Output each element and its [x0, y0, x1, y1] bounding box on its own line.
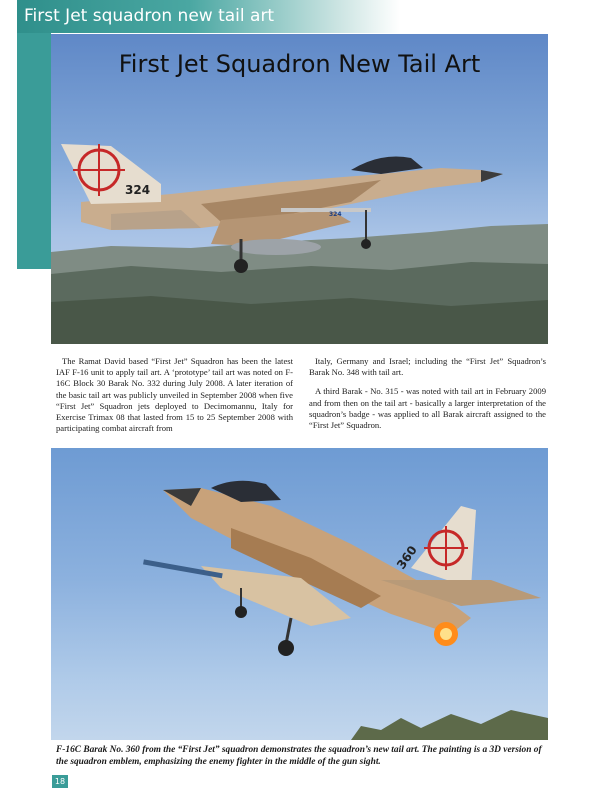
teal-side-band — [17, 33, 51, 269]
jet-photo-324 — [51, 34, 548, 344]
figure-caption: F-16C Barak No. 360 from the “First Jet” squadron demonstrates the squadron’s new tail art. The painting is a 3D version of the squadron emblem, emphasizing the enemy fighter in the middle of the gun sight. — [56, 745, 542, 767]
page-number: 18 — [52, 775, 68, 788]
jet-photo-360 — [51, 448, 548, 740]
paragraph-2: Italy, Germany and Israel; including the “First Jet” Squadron’s Barak No. 348 with tail art. — [309, 356, 546, 378]
fuselage-number-324: 324 — [329, 211, 342, 218]
text-column-left — [56, 356, 293, 442]
text-column-right — [309, 356, 546, 439]
paragraph-3: A third Barak - No. 315 - was noted with tail art in February 2009 and from then on the tail art - basically a larger interpretation of the squadron’s badge - was applied to all Barak aircraft assigned to the “First Jet” Squadron. — [309, 386, 546, 431]
tail-number-360: 360 — [393, 543, 420, 572]
tail-number-324: 324 — [125, 183, 151, 197]
photo-title: First Jet Squadron New Tail Art — [118, 50, 481, 78]
paragraph-1: The Ramat David based “First Jet” Squadron has been the latest IAF F-16 unit to apply tail art. A ‘prototype’ tail art was noted on F-16C Block 30 Barak No. 332 during July 2008. A later iteration of the basic tail art was publicly unveiled in September 2008 when five “First Jet” Squadron jets deployed to Decimomannu, Italy for Exercise Trimax 08 that lasted from 15 to 25 September 2008 with participating combat aircraft from — [56, 356, 293, 434]
page-header-title: First Jet squadron new tail art — [24, 6, 275, 26]
top-photo — [51, 34, 548, 344]
bottom-photo — [51, 448, 548, 740]
